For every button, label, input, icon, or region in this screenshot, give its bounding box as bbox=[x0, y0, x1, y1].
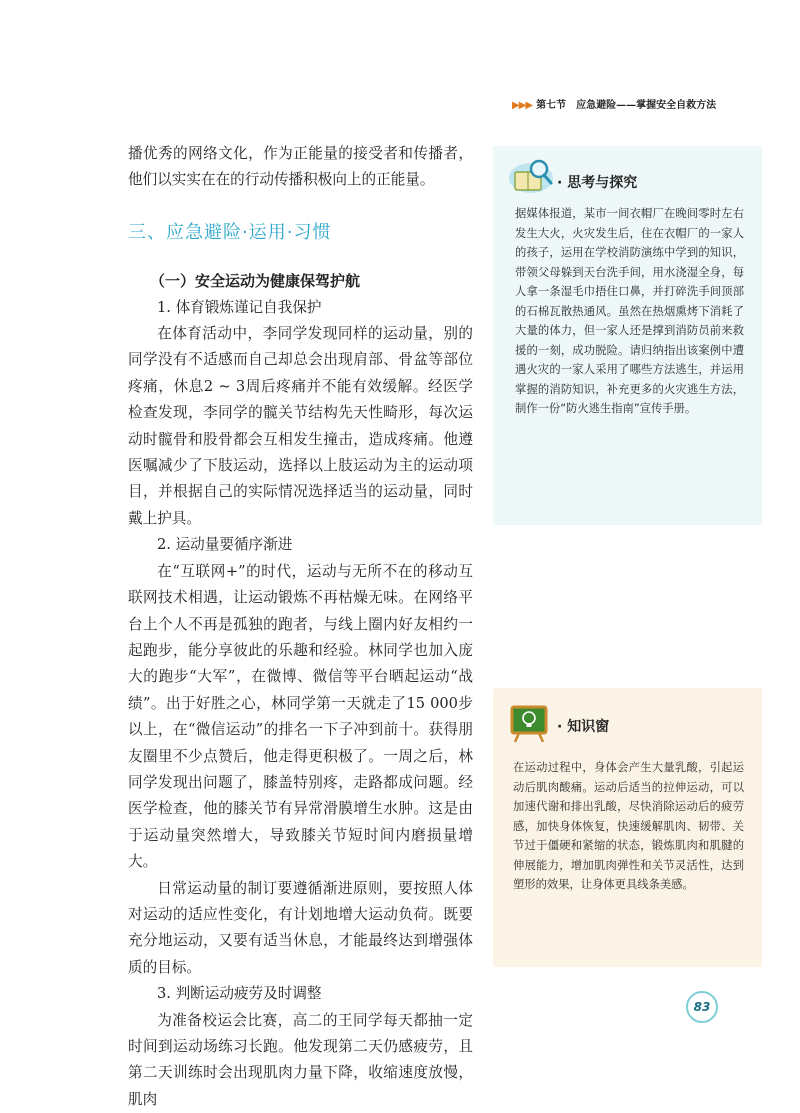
item3-title: 3. 判断运动疲劳及时调整 bbox=[157, 985, 322, 1003]
section-title: 三、应急避险·运用·习惯 bbox=[128, 221, 332, 243]
knowledge-window-header bbox=[493, 688, 762, 738]
sub-title: （一）安全运动为健康保驾护航 bbox=[150, 272, 361, 291]
intro-paragraph: 播优秀的网络文化，作为正能量的接受者和传播者，他们以实实在在的行动传播积极向上的正能量。 bbox=[128, 145, 473, 189]
header-arrows-icon: ▶▶▶ bbox=[512, 100, 533, 111]
item2-title: 2. 运动量要循序渐进 bbox=[157, 536, 293, 554]
main-column bbox=[128, 141, 473, 1113]
running-header bbox=[512, 96, 716, 111]
header-section-title: 第七节 应急避险——掌握安全自救方法 bbox=[536, 100, 717, 111]
item2-paragraph-1: 在“互联网+”的时代，运动与无所不在的移动互联网技术相遇，让运动锻炼不再枯燥无味。在网络平台上个人不再是孤独的跑者，与线上圈内好友相约一起跑步，能分享彼此的乐趣和经验。林同学也加入庞大的跑步“大军”，在微博、微信等平台晒起运动“战绩”。出于好胜之心，林同学第一天就走了15 000步以上，在“微信运动”的排名一下子冲到前十。获得朋友圈里不少点赞后，他走得更积极了。一周之后，林同学发现出问题了，膝盖特别疼，走路都成问题。经医学检查，他的膝关节有异常滑膜增生水肿。这是由于运动量突然增大，导致膝关节短时间内磨损量增大。 bbox=[128, 562, 473, 871]
think-explore-title: · 思考与探究 bbox=[557, 175, 638, 191]
item3-paragraph: 为准备校运会比赛，高二的王同学每天都抽一定时间到运动场练习长跑。他发现第二天仍感疲劳，且第二天训练时会出现肌肉力量下降，收缩速度放慢，肌肉 bbox=[128, 1011, 473, 1108]
think-explore-box bbox=[493, 146, 762, 525]
think-explore-text: 据媒体报道，某市一间衣帽厂在晚间零时左右发生大火，火灾发生后，住在衣帽厂的一家人的孩子，运用在学校消防演练中学到的知识，带领父母躲到天台洗手间，用水浇湿全身，每人拿一条湿毛巾捂住口鼻，并打碎洗手间顶部的石棉瓦散热通风。虽然在热烟熏烤下消耗了大量的体力，但一家人还是撑到消防员前来救援的一刻，成功脱险。请归纳指出该案例中遭遇火灾的一家人采用了哪些方法逃生，并运用掌握的消防知识，补充更多的火灾逃生方法，制作一份“防火逃生指南”宣传手册。 bbox=[515, 207, 744, 415]
page-number: 83 bbox=[686, 991, 718, 1023]
knowledge-window-text: 在运动过程中，身体会产生大量乳酸，引起运动后肌肉酸痛。运动后适当的拉伸运动，可以加速代谢和排出乳酸，尽快消除运动后的疲劳感，加快身体恢复，快速缓解肌肉、韧带、关节过于僵硬和紧缩的状态，锻炼肌肉和肌腱的伸展能力，增加肌肉弹性和关节灵活性，达到塑形的效果，让身体更具线条美感。 bbox=[513, 761, 744, 891]
think-explore-header bbox=[493, 146, 762, 196]
item1-paragraph: 在体育活动中，李同学发现同样的运动量，别的同学没有不适感而自己却总会出现肩部、骨盆等部位疼痛，休息2 ~ 3周后疼痛并不能有效缓解。经医学检查发现，李同学的髋关节结构先天性畸形，每次运动时髋骨和股骨都会互相发生撞击，造成疼痛。他遵医嘱减少了下肢运动，选择以上肢运动为主的运动项目，并根据自己的实际情况选择适当的运动量，同时戴上护具。 bbox=[128, 325, 473, 527]
magnifier-book-icon bbox=[507, 156, 555, 200]
knowledge-window-box bbox=[493, 688, 762, 967]
item1-title: 1. 体育锻炼谨记自我保护 bbox=[157, 298, 322, 316]
item2-paragraph-2: 日常运动量的制订要遵循渐进原则，要按照人体对运动的适应性变化，有计划地增大运动负荷。既要充分地运动，又要有适当休息，才能最终达到增强体质的目标。 bbox=[128, 879, 473, 976]
knowledge-window-title: · 知识窗 bbox=[557, 719, 610, 735]
chalkboard-bulb-icon bbox=[509, 704, 549, 748]
